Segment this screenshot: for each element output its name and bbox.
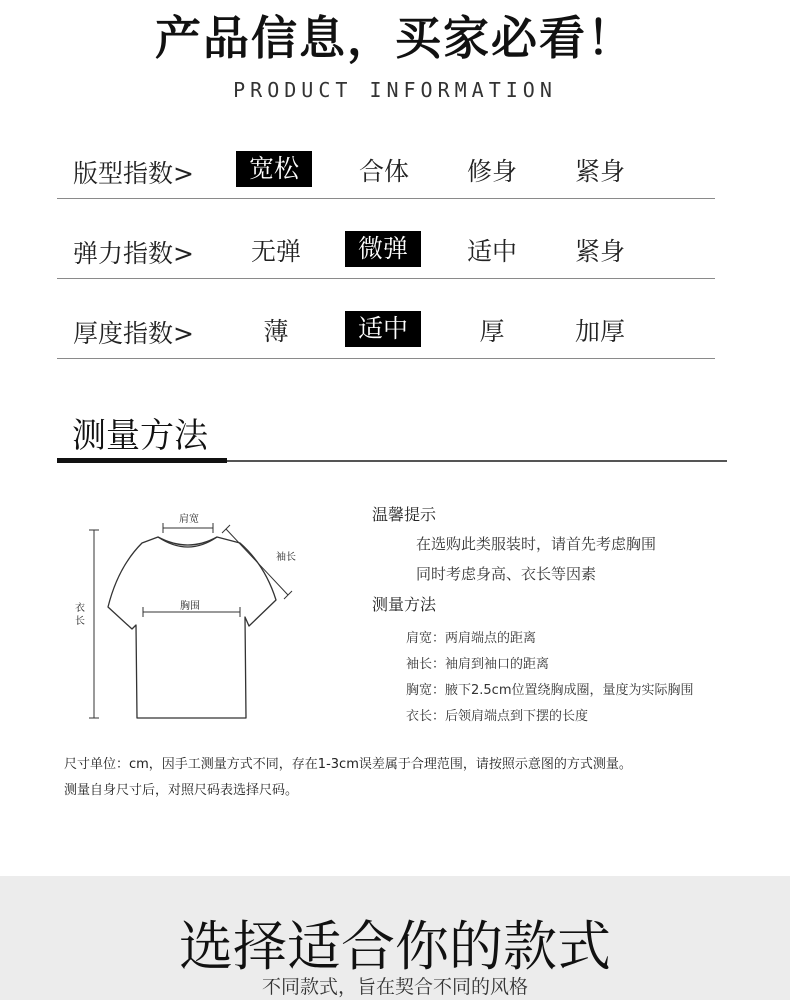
tips-heading: 温馨提示	[372, 505, 437, 524]
spec-option: 合体	[358, 157, 409, 186]
diagram-label-shoulder: 肩宽	[179, 514, 199, 525]
size-note: 测量自身尺寸后，对照尺码表选择尺码。	[64, 783, 299, 798]
spec-option-selected: 微弹	[345, 231, 421, 267]
tips-line: 在选购此类服装时，请首先考虑胸围	[416, 535, 657, 553]
spec-option: 适中	[466, 237, 517, 266]
spec-option: 厚	[479, 317, 505, 346]
spec-option: 紧身	[574, 157, 625, 186]
method-heading: 测量方法	[372, 595, 437, 614]
spec-option: 紧身	[574, 237, 625, 266]
page-subtitle: PRODUCT INFORMATION	[233, 78, 557, 102]
size-note: 尺寸单位：cm，因手工测量方式不同，存在1-3cm误差属于合理范围，请按照示意图的方式测量。	[64, 757, 632, 772]
banner-subtitle: 不同款式，旨在契合不同的风格	[261, 976, 528, 998]
spec-label: 弹力指数>	[73, 239, 194, 268]
spec-label: 版型指数>	[73, 159, 194, 188]
spec-label: 厚度指数>	[73, 319, 194, 348]
method-item: 肩宽：两肩端点的距离	[406, 631, 537, 646]
spec-option: 修身	[466, 157, 517, 186]
spec-option: 无弹	[250, 237, 301, 266]
method-item: 衣长：后领肩端点到下摆的长度	[406, 709, 589, 724]
spec-row-thickness	[57, 289, 715, 359]
spec-option: 薄	[263, 317, 289, 346]
spec-row-elasticity	[57, 209, 715, 279]
page-title: 产品信息，买家必看！	[155, 11, 635, 65]
spec-option: 加厚	[574, 317, 625, 346]
spec-option-selected: 适中	[345, 311, 421, 347]
spec-row-fit	[57, 129, 715, 199]
tshirt-outline-icon	[60, 495, 320, 735]
tshirt-diagram	[60, 495, 320, 735]
method-item: 袖长：袖肩到袖口的距离	[406, 657, 550, 672]
spec-option-selected: 宽松	[236, 151, 312, 187]
section-divider-accent	[57, 458, 227, 463]
diagram-label-sleeve: 袖长	[276, 552, 296, 563]
measure-heading: 测量方法	[72, 416, 208, 456]
banner-title: 选择适合你的款式	[179, 915, 611, 978]
tips-line: 同时考虑身高、衣长等因素	[416, 565, 597, 583]
method-item: 胸宽：腋下2.5cm位置绕胸成圈，量度为实际胸围	[406, 683, 694, 698]
diagram-label-length: 衣长	[75, 603, 85, 627]
style-banner	[0, 876, 790, 1000]
diagram-label-chest: 胸围	[180, 601, 200, 612]
